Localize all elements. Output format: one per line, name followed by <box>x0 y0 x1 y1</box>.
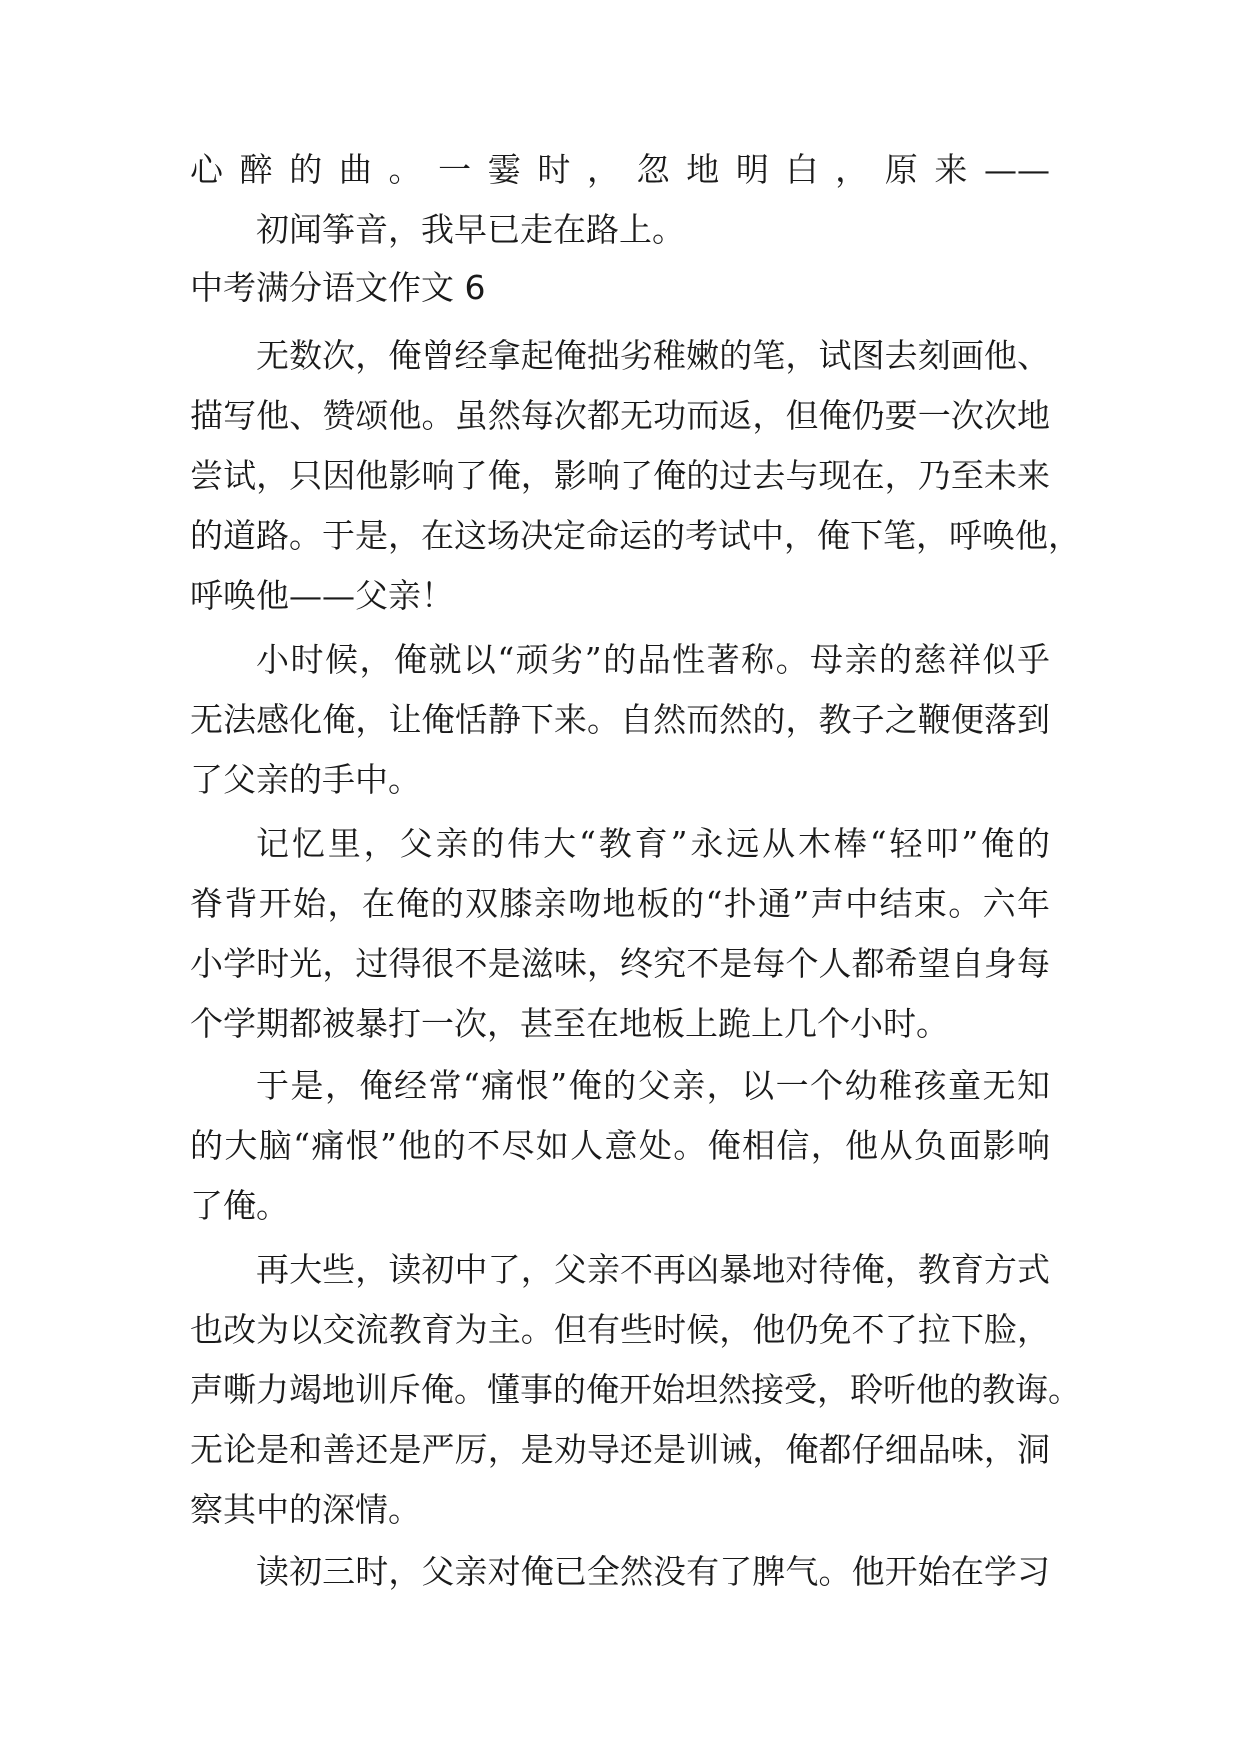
paragraph-1-line-1: 无数次，俺曾经拿起俺拙劣稚嫩的笔，试图去刻画他、 <box>256 336 1050 375</box>
paragraph-1-line-5: 呼唤他——父亲！ <box>190 576 454 615</box>
paragraph-5-line-2: 也改为以交流教育为主。但有些时候，他仍免不了拉下脸， <box>190 1310 1050 1349</box>
paragraph-2-line-1: 小时候，俺就以“顽劣”的品性著称。母亲的慈祥似乎 <box>256 640 1050 679</box>
paragraph-1-line-4: 的道路。于是，在这场决定命运的考试中，俺下笔，呼唤他， <box>190 516 1081 555</box>
paragraph-5-line-4: 无论是和善还是严厉，是劝导还是训诫，俺都仔细品味，洞 <box>190 1430 1050 1469</box>
paragraph-3-line-3: 小学时光，过得很不是滋味，终究不是每个人都希望自身每 <box>190 944 1050 983</box>
paragraph-2-line-2: 无法感化俺，让俺恬静下来。自然而然的，教子之鞭便落到 <box>190 700 1050 739</box>
paragraph-2-line-3: 了父亲的手中。 <box>190 760 421 799</box>
paragraph-5-line-3: 声嘶力竭地训斥俺。懂事的俺开始坦然接受，聆听他的教诲。 <box>190 1370 1081 1409</box>
paragraph-4-line-3: 了俺。 <box>190 1186 289 1225</box>
paragraph-4-line-2: 的大脑“痛恨”他的不尽如人意处。俺相信，他从负面影响 <box>190 1126 1050 1165</box>
paragraph-4-line-1: 于是，俺经常“痛恨”俺的父亲，以一个幼稚孩童无知 <box>256 1066 1050 1105</box>
intro-line-1: 心醉的曲。一霎时，忽地明白，原来—— <box>190 150 1050 189</box>
paragraph-1-line-2: 描写他、赞颂他。虽然每次都无功而返，但俺仍要一次次地 <box>190 396 1050 435</box>
paragraph-5-line-1: 再大些，读初中了，父亲不再凶暴地对待俺，教育方式 <box>256 1250 1050 1289</box>
paragraph-3-line-2: 脊背开始，在俺的双膝亲吻地板的“扑通”声中结束。六年 <box>190 884 1050 923</box>
intro-line-2: 初闻筝音，我早已走在路上。 <box>256 210 685 249</box>
paragraph-3-line-4: 个学期都被暴打一次，甚至在地板上跪上几个小时。 <box>190 1004 949 1043</box>
paragraph-3-line-1: 记忆里，父亲的伟大“教育”永远从木棒“轻叩”俺的 <box>256 824 1050 863</box>
paragraph-5-line-5: 察其中的深情。 <box>190 1490 421 1529</box>
section-title: 中考满分语文作文 6 <box>190 268 486 307</box>
paragraph-6-line-1: 读初三时，父亲对俺已全然没有了脾气。他开始在学习 <box>256 1552 1050 1591</box>
paragraph-1-line-3: 尝试，只因他影响了俺，影响了俺的过去与现在，乃至未来 <box>190 456 1050 495</box>
